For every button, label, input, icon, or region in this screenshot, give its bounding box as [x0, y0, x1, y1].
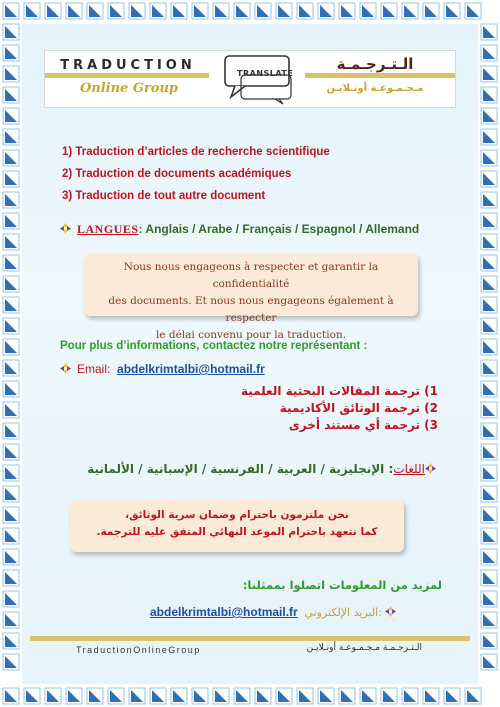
footer-gold-bar — [30, 636, 470, 641]
speech-bubbles-translate-icon — [221, 53, 297, 105]
header-title-ar: الـتـرجـمـة — [336, 55, 414, 73]
arrow-bullet-icon — [60, 363, 71, 374]
email-label-ar: البريد الإلكتروني: — [304, 606, 382, 619]
commitment-text-ar — [76, 507, 398, 541]
email-link-ar[interactable]: abdelkrimtalbi@hotmail.fr — [150, 605, 298, 619]
colon-fr: : — [138, 222, 146, 236]
contact-text-fr: Pour plus d’informations, contactez notre représentant : — [60, 340, 368, 352]
arrow-bullet-icon — [425, 463, 436, 474]
email-label-fr: Email: — [77, 362, 111, 376]
note-line-fr: Nous nous engageons à respecter et garantir la confidentialité — [123, 261, 379, 290]
footer-text-ar: الـتـرجـمـة مـجـمـوعـة أونـلايـن — [306, 643, 422, 653]
arrow-bullet-icon — [385, 606, 396, 617]
header-gold-bar-left — [45, 73, 209, 78]
languages-row-ar — [87, 462, 442, 476]
header-subtitle-ar: مـجـمـوعـة أونـلايـن — [326, 83, 424, 94]
email-link-fr[interactable]: abdelkrimtalbi@hotmail.fr — [117, 362, 265, 376]
contact-text-ar: لمزيد من المعلومات اتصلوا بممثلنا: — [242, 578, 442, 592]
header-banner — [44, 50, 456, 108]
header-gold-bar-right — [305, 73, 455, 78]
email-row-ar — [150, 605, 402, 619]
service-item-ar: 2) ترجمة الوثائق الأكاديمية — [279, 401, 438, 415]
note-line-fr: des documents. Et nous nous engageons également à respecter — [108, 295, 394, 324]
languages-value-fr: Anglais / Arabe / Français / Espagnol / Allemand — [145, 222, 420, 236]
commitment-text-fr — [90, 259, 412, 344]
note-line-ar: كما نتعهد باحترام الموعد النهائي المتفق عليه للترجمة. — [96, 526, 378, 538]
logo-text: TRANSLATE — [237, 69, 294, 78]
services-list-fr — [62, 146, 330, 212]
note-line-fr: le délai convenu pour la traduction. — [155, 329, 347, 341]
colon-ar: : — [384, 462, 394, 476]
service-item-ar: 1) ترجمة المقالات البحثية العلمية — [240, 384, 438, 398]
service-item-fr: 2) Traduction de documents académiques — [62, 168, 292, 180]
service-item-fr: 1) Traduction d’articles de recherche scientifique — [62, 146, 330, 158]
footer-text-fr: TraductionOnlineGroup — [76, 645, 201, 655]
header-title-fr: TRADUCTION — [60, 58, 196, 73]
service-item-fr: 3) Traduction de tout autre document — [62, 190, 266, 202]
services-list-ar — [241, 384, 438, 435]
service-item-ar: 3) ترجمة أي مستند أخرى — [288, 418, 438, 432]
note-line-ar: نحن ملتزمون باحترام وضمان سرية الوثائق، — [125, 509, 349, 521]
languages-label-fr: LANGUES — [77, 222, 139, 236]
languages-label-ar: اللغات — [393, 462, 425, 476]
arrow-bullet-icon — [60, 223, 71, 234]
languages-value-ar: الإنجليزية / العربية / الفرنسية / الإسبانية / الألمانية — [87, 462, 385, 476]
languages-row-fr — [60, 222, 419, 237]
header-subtitle-fr: Online Group — [79, 81, 179, 96]
email-row-fr — [60, 362, 265, 376]
